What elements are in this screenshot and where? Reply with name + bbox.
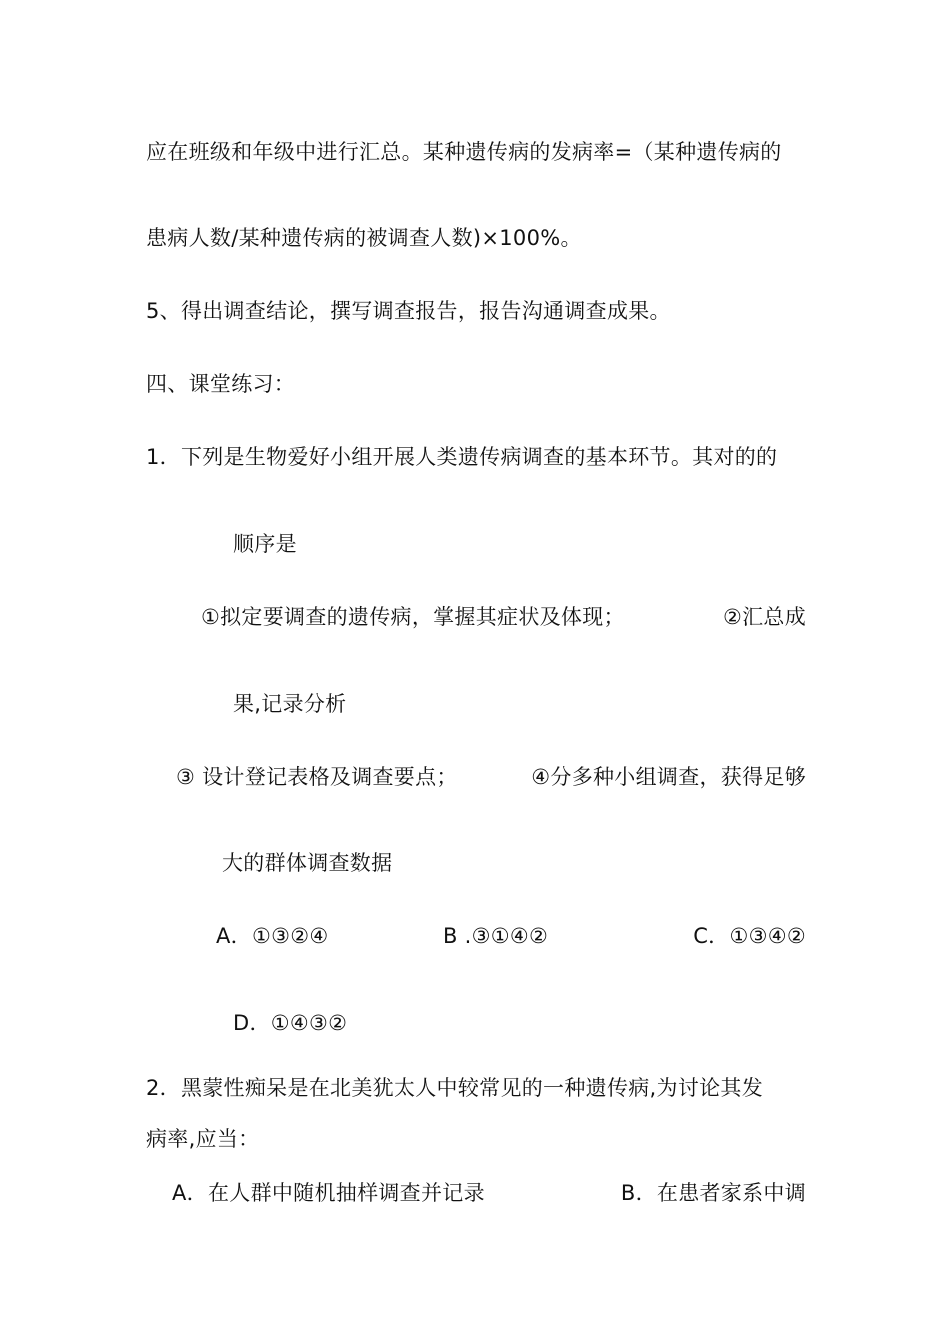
question-1-item-3: ③ 设计登记表格及调查要点； — [176, 765, 458, 789]
question-1-stem-continued: 顺序是 — [233, 532, 297, 556]
question-1-item-1: ①拟定要调查的遗传病，掌握其症状及体现； — [201, 605, 625, 629]
step-5-text: 5、得出调查结论，撰写调查报告，报告沟通调查成果。 — [146, 299, 671, 323]
question-2-stem-continued: 病率,应当： — [146, 1127, 260, 1151]
question-1-option-c: C．①③④② — [693, 924, 806, 948]
question-2-stem: 2．黑蒙性痴呆是在北美犹太人中较常见的一种遗传病,为讨论其发 — [146, 1076, 764, 1100]
question-1-item-2: ②汇总成 — [722, 605, 806, 629]
question-1-option-d: D．①④③② — [233, 1011, 348, 1035]
section-heading: 四、课堂练习： — [146, 372, 296, 396]
paragraph-line: 患病人数/某种遗传病的被调查人数)×100%。 — [146, 226, 582, 250]
question-2-option-a: A．在人群中随机抽样调查并记录 — [172, 1181, 485, 1205]
question-1-option-a: A．①③②④ — [216, 924, 329, 948]
question-1-item-4-continued: 大的群体调查数据 — [222, 851, 393, 875]
question-1-stem: 1．下列是生物爱好小组开展人类遗传病调查的基本环节。其对的的 — [146, 445, 778, 469]
question-1-item-4: ④分多种小组调查，获得足够 — [531, 765, 806, 789]
question-1-option-b: B .③①④② — [443, 924, 549, 948]
question-2-option-b: B．在患者家系中调 — [620, 1181, 806, 1205]
question-1-item-2-continued: 果,记录分析 — [233, 692, 347, 716]
paragraph-line: 应在班级和年级中进行汇总。某种遗传病的发病率=（某种遗传病的 — [146, 140, 782, 164]
